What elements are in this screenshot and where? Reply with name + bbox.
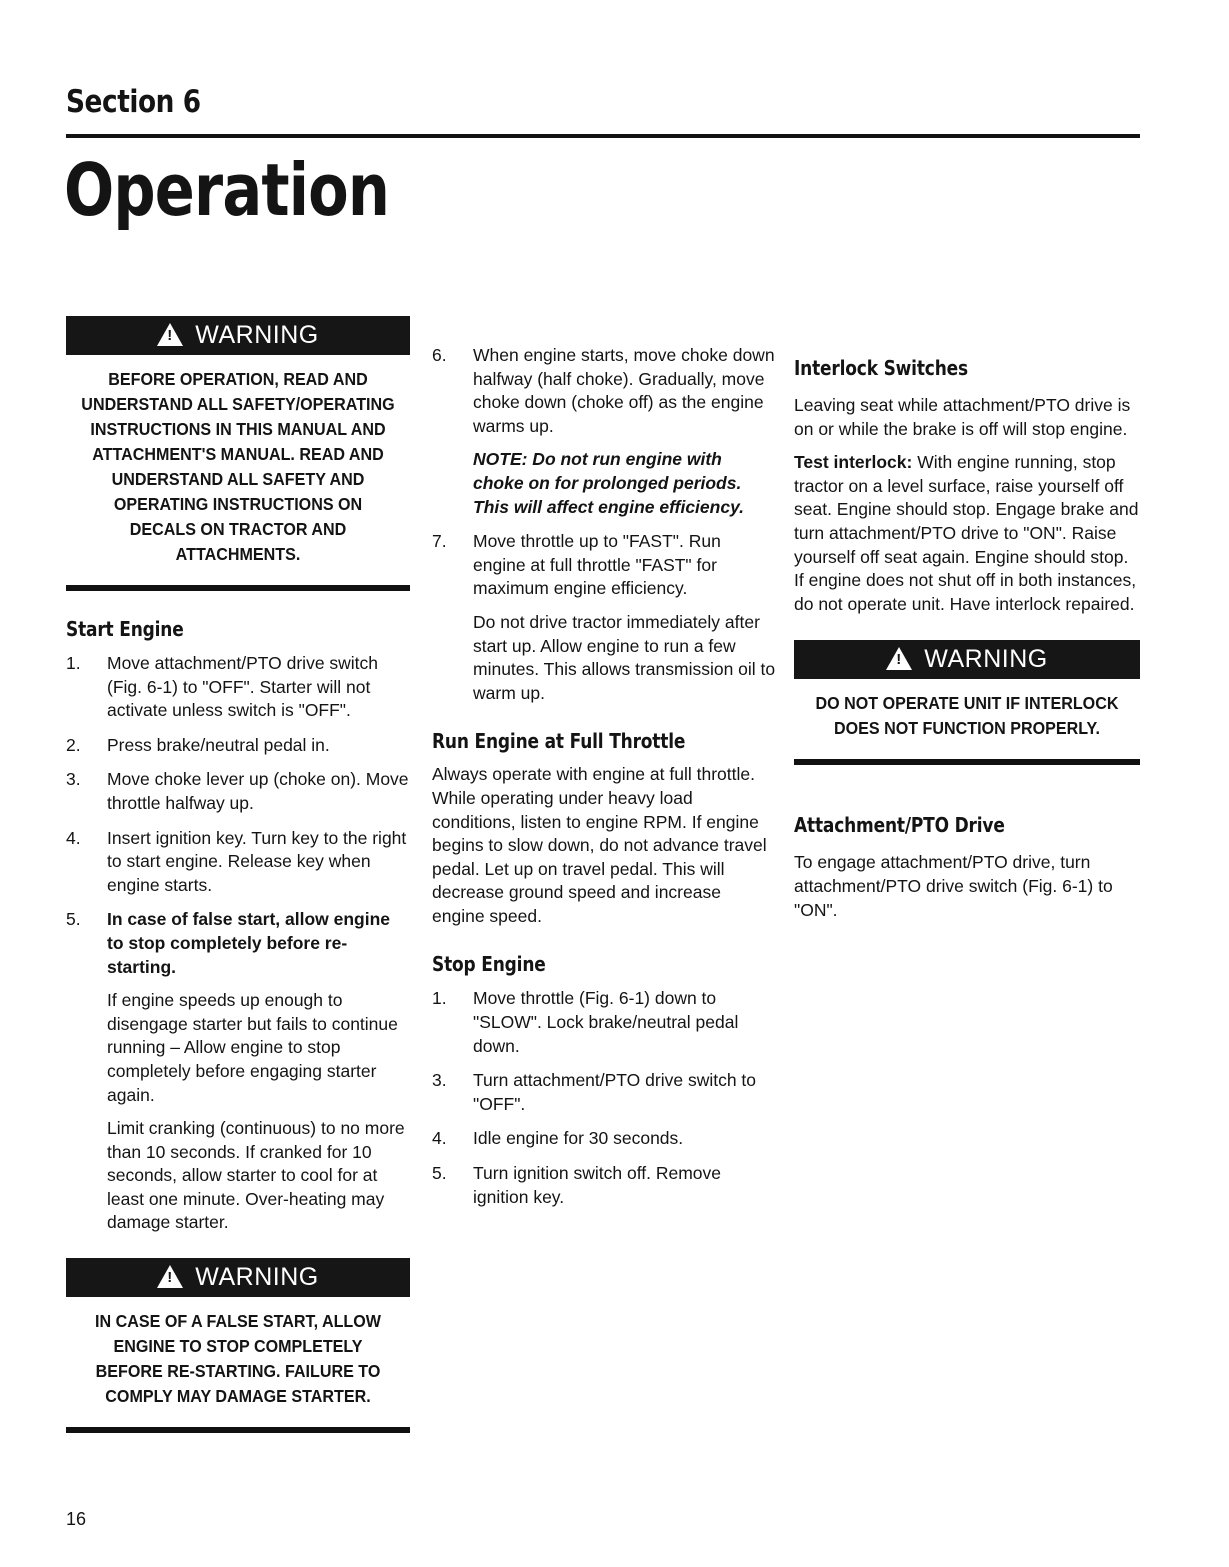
list-item: 1. Move attachment/PTO drive switch (Fig. 6-1) to "OFF". Starter will not activate unless switch is "OFF". <box>66 653 379 721</box>
interlock-test: Test interlock: With engine running, stop tractor on a level surface, raise yourself off seat. Engine should stop. Engage brake and turn attachment/PTO drive to "ON". Raise yourself off seat again. Engine should stop. If engine does not shut off in both instances, do not operate unit. Have interlock repaired. <box>794 452 1139 614</box>
list-item: 6. When engine starts, move choke down halfway (half choke). Gradually, move choke down (choke off) as the engine warms up. NOTE: Do not run engine with choke on for prolonged periods. This will affect engine efficiency. <box>432 344 777 519</box>
header-rule <box>66 134 1140 138</box>
full-throttle-heading: Run Engine at Full Throttle <box>432 729 686 754</box>
pto-heading: Attachment/PTO Drive <box>794 813 1005 838</box>
start-engine-steps-cont <box>432 344 777 705</box>
warning-rule <box>794 759 1140 765</box>
list-item: 4. Idle engine for 30 seconds. <box>432 1128 684 1149</box>
full-throttle-text: Always operate with engine at full throttle. While operating under heavy load conditions, listen to engine RPM. If engine begins to slow down, do not advance travel pedal. Let up on travel pedal. This will decrease ground speed and increase engine speed. <box>432 764 767 926</box>
page-number: 16 <box>66 1509 87 1529</box>
list-item: 2. Press brake/neutral pedal in. <box>66 734 330 755</box>
warning-label: WARNING <box>195 1263 319 1292</box>
list-item: 7. Move throttle up to "FAST". Run engine at full throttle "FAST" for maximum engine efficiency. Do not drive tractor immediately after start up. Allow engine to run a few minutes. This allows transmission oil to warm up. <box>432 530 777 705</box>
warning-text: IN CASE OF A FALSE START, ALLOW ENGINE TO STOP COMPLETELY BEFORE RE-STARTING. FAILURE TO COMPLY MAY DAMAGE STARTER. <box>95 1311 381 1407</box>
step7-paragraph: Do not drive tractor immediately after start up. Allow engine to run a few minutes. This allows transmission oil to warm up. <box>473 611 776 703</box>
step5-paragraph-2: Limit cranking (continuous) to no more than 10 seconds. If cranked for 10 seconds, allow starter to cool for at least one minute. Over-heating may damage starter. <box>107 1118 405 1233</box>
warning-text: BEFORE OPERATION, READ AND UNDERSTAND ALL SAFETY/OPERATING INSTRUCTIONS IN THIS MANUAL AND ATTACHMENT'S MANUAL. READ AND UNDERSTAND ALL SAFETY AND OPERATING INSTRUCTIONS ON DECALS ON TRACTOR AND ATTACHMENTS. <box>81 369 395 564</box>
page-title: Operation <box>64 148 390 232</box>
column-2 <box>432 344 777 1209</box>
warning-label: WARNING <box>195 321 319 349</box>
stop-engine-heading: Stop Engine <box>432 952 546 977</box>
interlock-text: Leaving seat while attachment/PTO drive is on or while the brake is off will stop engine. <box>794 395 1131 439</box>
test-interlock-label: Test interlock: <box>794 452 913 473</box>
warning-rule <box>66 1427 410 1433</box>
stop-engine-steps <box>432 987 777 1209</box>
column-3 <box>794 356 1140 922</box>
start-engine-steps <box>66 652 410 1235</box>
warning-triangle-icon <box>157 323 183 346</box>
warning-banner <box>66 1258 410 1297</box>
warning-text: DO NOT OPERATE UNIT IF INTERLOCK DOES NOT FUNCTION PROPERLY. <box>815 693 1119 739</box>
warning-triangle-icon <box>886 647 912 670</box>
list-item: 5. Turn ignition switch off. Remove ignition key. <box>432 1163 722 1207</box>
list-item: 3. Move choke lever up (choke on). Move throttle halfway up. <box>66 769 409 813</box>
warning-triangle-icon <box>157 1265 183 1288</box>
list-item: 5. In case of false start, allow engine to stop completely before re-starting. If engine speeds up enough to disengage starter but fails to continue running – Allow engine to stop completely before engaging starter again. Limit cranking (continuous) to no more than 10 seconds. If cranked for 10 seconds, allow starter to cool for at least one minute. Over-heating may damage starter. <box>66 908 410 1235</box>
warning-banner <box>794 640 1140 679</box>
pto-text: To engage attachment/PTO drive, turn attachment/PTO drive switch (Fig. 6-1) to "ON". <box>794 852 1113 920</box>
step5-paragraph-1: If engine speeds up enough to disengage starter but fails to continue running – Allow engine to stop completely before engaging starter again. <box>107 990 398 1105</box>
warning-rule <box>66 585 410 591</box>
start-engine-heading: Start Engine <box>66 617 184 641</box>
warning-box-1 <box>66 316 410 591</box>
warning-label: WARNING <box>924 645 1048 674</box>
column-1 <box>66 316 410 1433</box>
warning-box-3 <box>794 640 1140 765</box>
interlock-heading: Interlock Switches <box>794 356 968 380</box>
list-item: 1. Move throttle (Fig. 6-1) down to "SLOW". Lock brake/neutral pedal down. <box>432 988 739 1056</box>
section-label: Section 6 <box>66 84 201 120</box>
warning-banner <box>66 316 410 355</box>
list-item: 3. Turn attachment/PTO drive switch to "OFF". <box>432 1070 757 1114</box>
note-text: NOTE: Do not run engine with choke on for prolonged periods. This will affect engine efficiency. <box>473 449 745 517</box>
warning-box-2 <box>66 1258 410 1433</box>
list-item: 4. Insert ignition key. Turn key to the right to start engine. Release key when engine starts. <box>66 827 407 895</box>
